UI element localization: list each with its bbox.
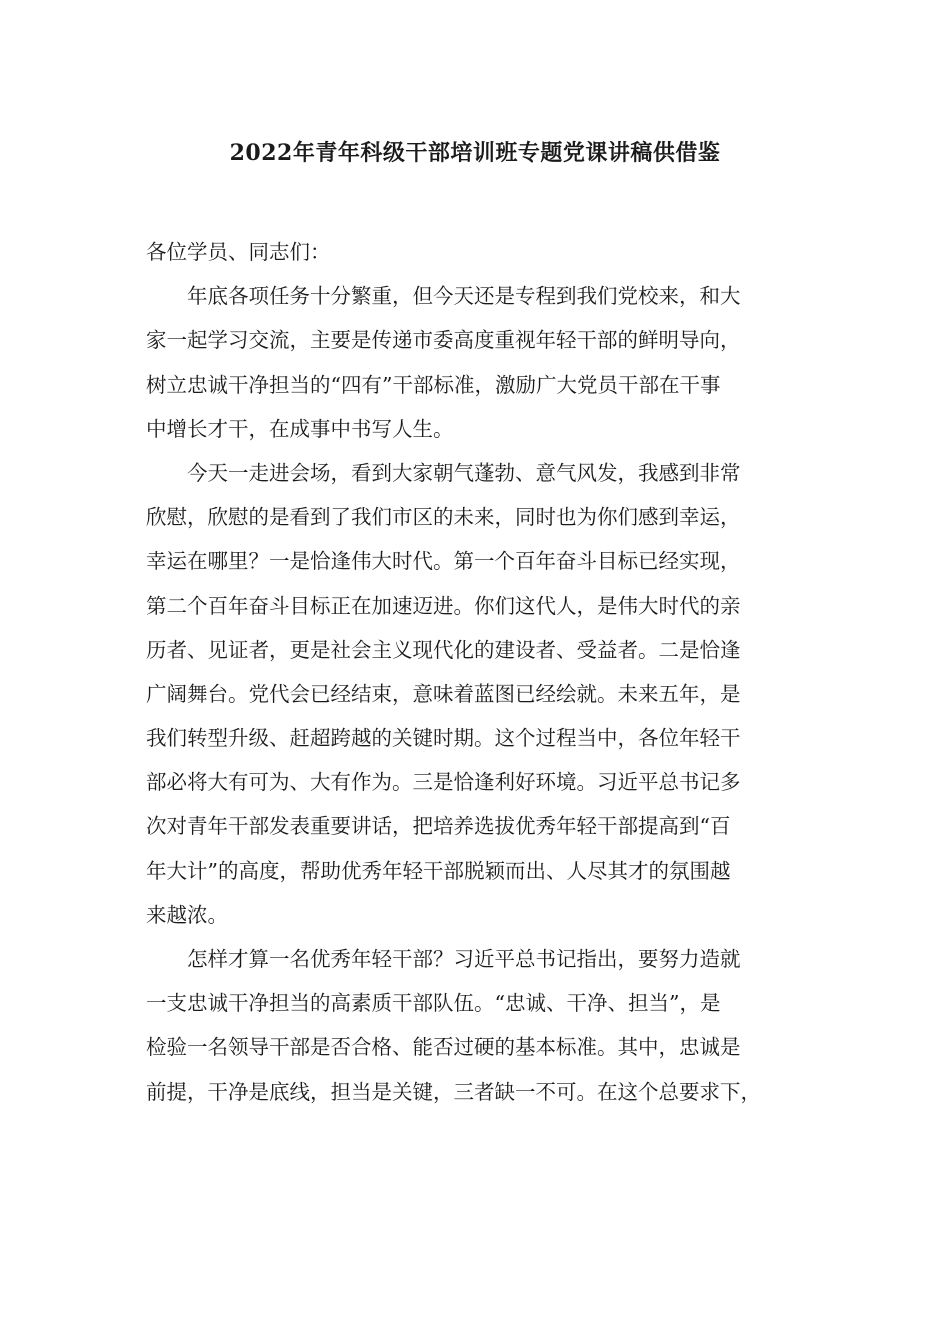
paragraph-line: 次对青年干部发表重要讲话，把培养选拔优秀年轻干部提高到“百	[146, 814, 731, 839]
paragraph-line: 年底各项任务十分繁重，但今天还是专程到我们党校来，和大	[187, 284, 741, 309]
paragraph-line: 欣慰，欣慰的是看到了我们市区的未来，同时也为你们感到幸运，	[146, 505, 741, 530]
paragraph-3	[146, 937, 802, 1114]
paragraph-line: 部必将大有可为、大有作为。三是恰逢利好环境。习近平总书记多	[146, 770, 741, 795]
paragraph-line: 中增长才干，在成事中书写人生。	[146, 416, 454, 441]
paragraph-line: 一支忠诚干净担当的高素质干部队伍。“忠诚、干净、担当”，是	[146, 991, 721, 1016]
paragraph-line: 年大计”的高度，帮助优秀年轻干部脱颖而出、人尽其才的氛围越	[146, 858, 731, 883]
paragraph-line: 我们转型升级、赶超跨越的关键时期。这个过程当中，各位年轻干	[146, 726, 741, 751]
salutation: 各位学员、同志们：	[146, 240, 331, 264]
paragraph-line: 今天一走进会场，看到大家朝气蓬勃、意气风发，我感到非常	[187, 460, 741, 485]
paragraph-line: 广阔舞台。党代会已经结束，意味着蓝图已经绘就。未来五年，是	[146, 681, 741, 706]
paragraph-line: 前提，干净是底线，担当是关键，三者缺一不可。在这个总要求下，	[146, 1079, 761, 1104]
paragraph-line: 树立忠诚干净担当的“四有”干部标准，激励广大党员干部在干事	[146, 372, 721, 397]
paragraph-1	[146, 274, 802, 451]
paragraph-line: 第二个百年奋斗目标正在加速迈进。你们这代人，是伟大时代的亲	[146, 593, 741, 618]
paragraph-line: 幸运在哪里？一是恰逢伟大时代。第一个百年奋斗目标已经实现，	[146, 549, 741, 574]
document-body	[146, 230, 802, 1114]
paragraph-line: 怎样才算一名优秀年轻干部？习近平总书记指出，要努力造就	[187, 947, 741, 971]
paragraph-2	[146, 451, 802, 937]
paragraph-line: 家一起学习交流，主要是传递市委高度重视年轻干部的鲜明导向，	[146, 328, 741, 353]
document-title: 2022年青年科级干部培训班专题党课讲稿供借鉴	[229, 140, 721, 166]
paragraph-line: 检验一名领导干部是否合格、能否过硬的基本标准。其中，忠诚是	[146, 1035, 741, 1060]
paragraph-line: 来越浓。	[146, 902, 228, 927]
paragraph-line: 历者、见证者，更是社会主义现代化的建设者、受益者。二是恰逢	[146, 637, 741, 662]
